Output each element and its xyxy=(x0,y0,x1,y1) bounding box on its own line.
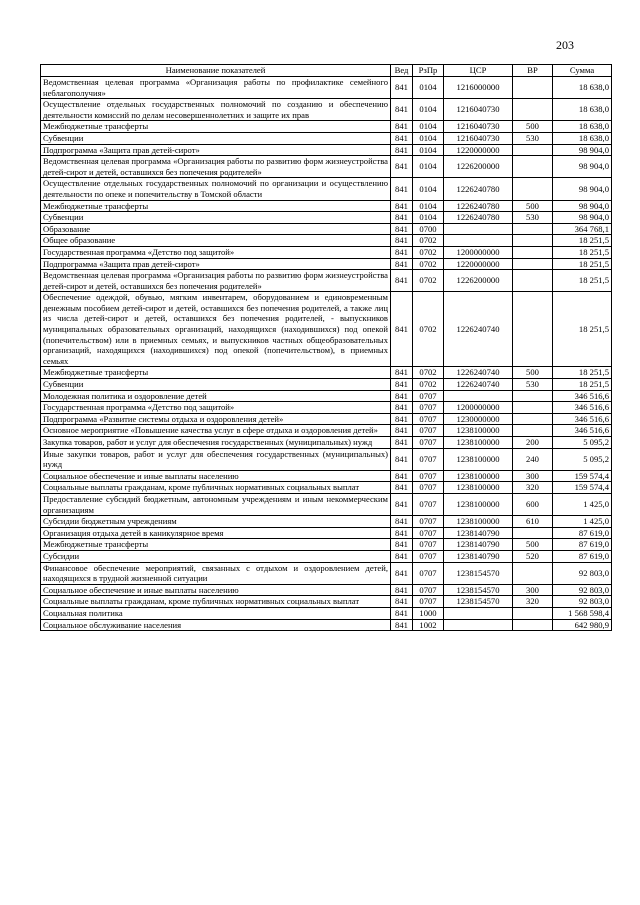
table-row xyxy=(41,562,612,584)
cell-sum: 1 425,0 xyxy=(553,493,612,515)
cell-sum: 18 251,5 xyxy=(553,270,612,292)
table-row xyxy=(41,178,612,200)
table-row xyxy=(41,156,612,178)
cell-name: Общее образование xyxy=(41,235,391,247)
table-row xyxy=(41,258,612,270)
table-row xyxy=(41,516,612,528)
cell-ved: 841 xyxy=(391,482,413,494)
cell-rzpr: 0707 xyxy=(413,470,444,482)
cell-sum: 98 904,0 xyxy=(553,144,612,156)
cell-name: Предоставление субсидий бюджетным, автономным учреждениям и иным некоммерческим организациям xyxy=(41,493,391,515)
cell-csr: 1238154570 xyxy=(444,596,513,608)
table-row xyxy=(41,482,612,494)
table-row xyxy=(41,470,612,482)
cell-rzpr: 0104 xyxy=(413,144,444,156)
cell-ved: 841 xyxy=(391,367,413,379)
cell-sum: 18 251,5 xyxy=(553,292,612,367)
cell-csr: 1238100000 xyxy=(444,437,513,449)
cell-csr: 1216040730 xyxy=(444,99,513,121)
cell-rzpr: 1000 xyxy=(413,607,444,619)
cell-name: Социальное обеспечение и иные выплаты населению xyxy=(41,470,391,482)
cell-vr: 320 xyxy=(513,596,553,608)
cell-vr xyxy=(513,270,553,292)
cell-rzpr: 0104 xyxy=(413,132,444,144)
cell-csr: 1238154570 xyxy=(444,584,513,596)
cell-sum: 346 516,6 xyxy=(553,390,612,402)
cell-sum: 346 516,6 xyxy=(553,402,612,414)
cell-rzpr: 0707 xyxy=(413,550,444,562)
page-number: 203 xyxy=(556,38,574,52)
cell-ved: 841 xyxy=(391,212,413,224)
cell-vr xyxy=(513,425,553,437)
header-name: Наименование показателей xyxy=(41,65,391,77)
cell-name: Подпрограмма «Защита прав детей-сирот» xyxy=(41,144,391,156)
table-row xyxy=(41,437,612,449)
cell-ved: 841 xyxy=(391,470,413,482)
cell-csr: 1216000000 xyxy=(444,77,513,99)
cell-rzpr: 0702 xyxy=(413,379,444,391)
cell-rzpr: 0707 xyxy=(413,493,444,515)
cell-rzpr: 0104 xyxy=(413,178,444,200)
cell-rzpr: 0707 xyxy=(413,402,444,414)
cell-rzpr: 0702 xyxy=(413,246,444,258)
table-row xyxy=(41,223,612,235)
cell-sum: 5 095,2 xyxy=(553,437,612,449)
cell-csr: 1226200000 xyxy=(444,270,513,292)
cell-vr: 300 xyxy=(513,470,553,482)
cell-sum: 18 251,5 xyxy=(553,235,612,247)
cell-name: Субвенции xyxy=(41,212,391,224)
table-body xyxy=(41,77,612,631)
cell-csr: 1238100000 xyxy=(444,425,513,437)
cell-vr xyxy=(513,390,553,402)
cell-vr: 600 xyxy=(513,493,553,515)
cell-rzpr: 0702 xyxy=(413,258,444,270)
cell-rzpr: 0702 xyxy=(413,270,444,292)
cell-rzpr: 0707 xyxy=(413,390,444,402)
cell-ved: 841 xyxy=(391,99,413,121)
table-row xyxy=(41,390,612,402)
cell-name: Межбюджетные трансферты xyxy=(41,539,391,551)
cell-name: Финансовое обеспечение мероприятий, связанных с отдыхом и оздоровлением детей, находящихся в трудной жизненной ситуации xyxy=(41,562,391,584)
cell-csr: 1238100000 xyxy=(444,516,513,528)
cell-rzpr: 0104 xyxy=(413,121,444,133)
cell-csr: 1200000000 xyxy=(444,246,513,258)
cell-rzpr: 0104 xyxy=(413,200,444,212)
table-row xyxy=(41,448,612,470)
cell-vr: 500 xyxy=(513,200,553,212)
cell-name: Подпрограмма «Защита прав детей-сирот» xyxy=(41,258,391,270)
cell-csr: 1226240780 xyxy=(444,178,513,200)
cell-csr xyxy=(444,619,513,631)
cell-name: Осуществление отдельных государственных полномочий по созданию и обеспечению деятельности комиссий по делам несовершеннолетних и защите их прав xyxy=(41,99,391,121)
cell-csr: 1238140790 xyxy=(444,550,513,562)
table-row xyxy=(41,200,612,212)
table-row xyxy=(41,235,612,247)
cell-csr: 1238140790 xyxy=(444,539,513,551)
cell-rzpr: 1002 xyxy=(413,619,444,631)
cell-csr: 1238100000 xyxy=(444,470,513,482)
cell-ved: 841 xyxy=(391,258,413,270)
cell-vr xyxy=(513,99,553,121)
cell-csr: 1230000000 xyxy=(444,413,513,425)
cell-sum: 92 803,0 xyxy=(553,584,612,596)
cell-name: Межбюджетные трансферты xyxy=(41,200,391,212)
cell-vr xyxy=(513,223,553,235)
cell-ved: 841 xyxy=(391,527,413,539)
table-row xyxy=(41,292,612,367)
cell-name: Субсидии xyxy=(41,550,391,562)
budget-table xyxy=(40,64,612,631)
table-row xyxy=(41,539,612,551)
cell-vr xyxy=(513,527,553,539)
cell-vr xyxy=(513,246,553,258)
cell-vr: 200 xyxy=(513,437,553,449)
cell-sum: 18 251,5 xyxy=(553,258,612,270)
cell-name: Социальные выплаты гражданам, кроме публичных нормативных социальных выплат xyxy=(41,596,391,608)
cell-vr: 240 xyxy=(513,448,553,470)
cell-sum: 159 574,4 xyxy=(553,470,612,482)
cell-vr xyxy=(513,178,553,200)
header-vr: ВР xyxy=(513,65,553,77)
cell-rzpr: 0707 xyxy=(413,562,444,584)
cell-rzpr: 0702 xyxy=(413,367,444,379)
cell-csr: 1238154570 xyxy=(444,562,513,584)
header-rzpr: РзПр xyxy=(413,65,444,77)
cell-vr xyxy=(513,619,553,631)
table-row xyxy=(41,121,612,133)
cell-ved: 841 xyxy=(391,77,413,99)
cell-ved: 841 xyxy=(391,539,413,551)
table-row xyxy=(41,402,612,414)
cell-vr xyxy=(513,402,553,414)
cell-vr xyxy=(513,562,553,584)
cell-rzpr: 0700 xyxy=(413,223,444,235)
cell-name: Субвенции xyxy=(41,132,391,144)
cell-csr: 1238140790 xyxy=(444,527,513,539)
cell-ved: 841 xyxy=(391,619,413,631)
cell-sum: 98 904,0 xyxy=(553,212,612,224)
cell-csr: 1216040730 xyxy=(444,132,513,144)
cell-name: Субсидии бюджетным учреждениям xyxy=(41,516,391,528)
cell-sum: 346 516,6 xyxy=(553,413,612,425)
cell-sum: 1 568 598,4 xyxy=(553,607,612,619)
header-ved: Вед xyxy=(391,65,413,77)
cell-ved: 841 xyxy=(391,200,413,212)
cell-name: Молодежная политика и оздоровление детей xyxy=(41,390,391,402)
cell-ved: 841 xyxy=(391,235,413,247)
cell-name: Организация отдыха детей в каникулярное время xyxy=(41,527,391,539)
cell-sum: 98 904,0 xyxy=(553,178,612,200)
cell-rzpr: 0702 xyxy=(413,292,444,367)
table-row xyxy=(41,144,612,156)
cell-sum: 87 619,0 xyxy=(553,550,612,562)
cell-rzpr: 0707 xyxy=(413,448,444,470)
cell-rzpr: 0707 xyxy=(413,482,444,494)
cell-sum: 18 638,0 xyxy=(553,77,612,99)
cell-ved: 841 xyxy=(391,596,413,608)
cell-ved: 841 xyxy=(391,448,413,470)
cell-name: Ведомственная целевая программа «Организация работы по развитию форм жизнеустройства детей-сирот и детей, оставшихся без попечения родителей» xyxy=(41,270,391,292)
cell-rzpr: 0707 xyxy=(413,425,444,437)
cell-csr: 1238100000 xyxy=(444,493,513,515)
cell-ved: 841 xyxy=(391,437,413,449)
table-row xyxy=(41,607,612,619)
cell-vr: 500 xyxy=(513,367,553,379)
cell-ved: 841 xyxy=(391,144,413,156)
cell-sum: 92 803,0 xyxy=(553,596,612,608)
table-row xyxy=(41,413,612,425)
cell-vr: 320 xyxy=(513,482,553,494)
cell-name: Субвенции xyxy=(41,379,391,391)
cell-vr xyxy=(513,144,553,156)
table-row xyxy=(41,99,612,121)
table-row xyxy=(41,270,612,292)
cell-ved: 841 xyxy=(391,178,413,200)
cell-rzpr: 0707 xyxy=(413,596,444,608)
cell-name: Обеспечение одеждой, обувью, мягким инвентарем, оборудованием и единовременным денежным пособием детей-сирот и детей, оставшихся без попечения родителей, а также лиц из числа детей-сирот и детей, оставшихся без попечения родителей, - выпускников муниципальных образовательных организаций, находящихся (находившихся) под опекой (попечительством) или в приемных семьях, и выпускников частных общеобразовательных организаций, находящихся (находившихся) под опекой (попечительством), в приемных семьях xyxy=(41,292,391,367)
cell-ved: 841 xyxy=(391,516,413,528)
table-row xyxy=(41,367,612,379)
cell-name: Ведомственная целевая программа «Организация работы по развитию форм жизнеустройства детей-сирот и детей, оставшихся без попечения родителей» xyxy=(41,156,391,178)
cell-csr: 1238100000 xyxy=(444,482,513,494)
cell-rzpr: 0707 xyxy=(413,539,444,551)
cell-vr xyxy=(513,156,553,178)
cell-vr: 530 xyxy=(513,132,553,144)
cell-ved: 841 xyxy=(391,493,413,515)
cell-csr: 1220000000 xyxy=(444,258,513,270)
cell-csr xyxy=(444,223,513,235)
cell-ved: 841 xyxy=(391,550,413,562)
table-row xyxy=(41,132,612,144)
cell-vr xyxy=(513,413,553,425)
cell-csr: 1226240780 xyxy=(444,212,513,224)
cell-vr: 520 xyxy=(513,550,553,562)
cell-name: Иные закупки товаров, работ и услуг для обеспечения государственных (муниципальных) нужд xyxy=(41,448,391,470)
cell-sum: 98 904,0 xyxy=(553,156,612,178)
cell-ved: 841 xyxy=(391,413,413,425)
cell-ved: 841 xyxy=(391,607,413,619)
cell-name: Государственная программа «Детство под защитой» xyxy=(41,246,391,258)
cell-name: Социальные выплаты гражданам, кроме публичных нормативных социальных выплат xyxy=(41,482,391,494)
table-row xyxy=(41,493,612,515)
cell-name: Подпрограмма «Развитие системы отдыха и оздоровления детей» xyxy=(41,413,391,425)
cell-sum: 364 768,1 xyxy=(553,223,612,235)
table-row xyxy=(41,212,612,224)
table-row xyxy=(41,619,612,631)
cell-ved: 841 xyxy=(391,402,413,414)
cell-csr: 1226200000 xyxy=(444,156,513,178)
cell-sum: 18 251,5 xyxy=(553,379,612,391)
cell-name: Закупка товаров, работ и услуг для обеспечения государственных (муниципальных) нужд xyxy=(41,437,391,449)
cell-ved: 841 xyxy=(391,223,413,235)
cell-sum: 5 095,2 xyxy=(553,448,612,470)
cell-sum: 18 251,5 xyxy=(553,246,612,258)
cell-vr: 300 xyxy=(513,584,553,596)
table-row xyxy=(41,550,612,562)
header-csr: ЦСР xyxy=(444,65,513,77)
cell-name: Социальное обеспечение и иные выплаты населению xyxy=(41,584,391,596)
cell-sum: 346 516,6 xyxy=(553,425,612,437)
cell-ved: 841 xyxy=(391,292,413,367)
cell-vr: 530 xyxy=(513,379,553,391)
cell-name: Государственная программа «Детство под защитой» xyxy=(41,402,391,414)
table-header-row xyxy=(41,65,612,77)
cell-csr: 1226240740 xyxy=(444,379,513,391)
cell-csr: 1238100000 xyxy=(444,448,513,470)
cell-rzpr: 0702 xyxy=(413,235,444,247)
cell-vr xyxy=(513,77,553,99)
cell-name: Социальная политика xyxy=(41,607,391,619)
cell-vr: 500 xyxy=(513,539,553,551)
cell-vr xyxy=(513,235,553,247)
cell-rzpr: 0104 xyxy=(413,99,444,121)
table-row xyxy=(41,425,612,437)
cell-csr xyxy=(444,235,513,247)
cell-rzpr: 0707 xyxy=(413,584,444,596)
cell-ved: 841 xyxy=(391,246,413,258)
cell-csr: 1216040730 xyxy=(444,121,513,133)
cell-sum: 18 638,0 xyxy=(553,132,612,144)
table-row xyxy=(41,246,612,258)
cell-name: Ведомственная целевая программа «Организация работы по профилактике семейного неблагополучия» xyxy=(41,77,391,99)
table-row xyxy=(41,77,612,99)
cell-vr xyxy=(513,292,553,367)
cell-name: Осуществление отдельных государственных полномочий по организации и осуществлению деятельности по опеке и попечительству в Томской области xyxy=(41,178,391,200)
cell-name: Межбюджетные трансферты xyxy=(41,121,391,133)
cell-name: Образование xyxy=(41,223,391,235)
table-row xyxy=(41,379,612,391)
cell-rzpr: 0707 xyxy=(413,516,444,528)
cell-sum: 18 638,0 xyxy=(553,99,612,121)
cell-ved: 841 xyxy=(391,379,413,391)
cell-ved: 841 xyxy=(391,425,413,437)
cell-rzpr: 0707 xyxy=(413,413,444,425)
cell-ved: 841 xyxy=(391,390,413,402)
cell-vr xyxy=(513,607,553,619)
cell-sum: 1 425,0 xyxy=(553,516,612,528)
cell-sum: 18 251,5 xyxy=(553,367,612,379)
table-row xyxy=(41,584,612,596)
cell-sum: 87 619,0 xyxy=(553,539,612,551)
cell-rzpr: 0104 xyxy=(413,156,444,178)
cell-sum: 87 619,0 xyxy=(553,527,612,539)
cell-rzpr: 0104 xyxy=(413,77,444,99)
cell-csr: 1200000000 xyxy=(444,402,513,414)
cell-rzpr: 0707 xyxy=(413,437,444,449)
cell-ved: 841 xyxy=(391,584,413,596)
cell-sum: 642 980,9 xyxy=(553,619,612,631)
cell-sum: 98 904,0 xyxy=(553,200,612,212)
cell-sum: 18 638,0 xyxy=(553,121,612,133)
cell-vr xyxy=(513,258,553,270)
cell-name: Основное мероприятие «Повышение качества услуг в сфере отдыха и оздоровления детей» xyxy=(41,425,391,437)
cell-csr: 1226240780 xyxy=(444,200,513,212)
cell-csr: 1226240740 xyxy=(444,292,513,367)
cell-ved: 841 xyxy=(391,156,413,178)
cell-sum: 92 803,0 xyxy=(553,562,612,584)
cell-sum: 159 574,4 xyxy=(553,482,612,494)
header-sum: Сумма xyxy=(553,65,612,77)
table-row xyxy=(41,596,612,608)
cell-name: Социальное обслуживание населения xyxy=(41,619,391,631)
cell-csr xyxy=(444,607,513,619)
cell-vr: 610 xyxy=(513,516,553,528)
cell-csr xyxy=(444,390,513,402)
cell-csr: 1220000000 xyxy=(444,144,513,156)
table-row xyxy=(41,527,612,539)
cell-name: Межбюджетные трансферты xyxy=(41,367,391,379)
cell-vr: 530 xyxy=(513,212,553,224)
cell-rzpr: 0104 xyxy=(413,212,444,224)
cell-ved: 841 xyxy=(391,270,413,292)
cell-rzpr: 0707 xyxy=(413,527,444,539)
cell-ved: 841 xyxy=(391,132,413,144)
cell-ved: 841 xyxy=(391,562,413,584)
cell-vr: 500 xyxy=(513,121,553,133)
cell-ved: 841 xyxy=(391,121,413,133)
cell-csr: 1226240740 xyxy=(444,367,513,379)
